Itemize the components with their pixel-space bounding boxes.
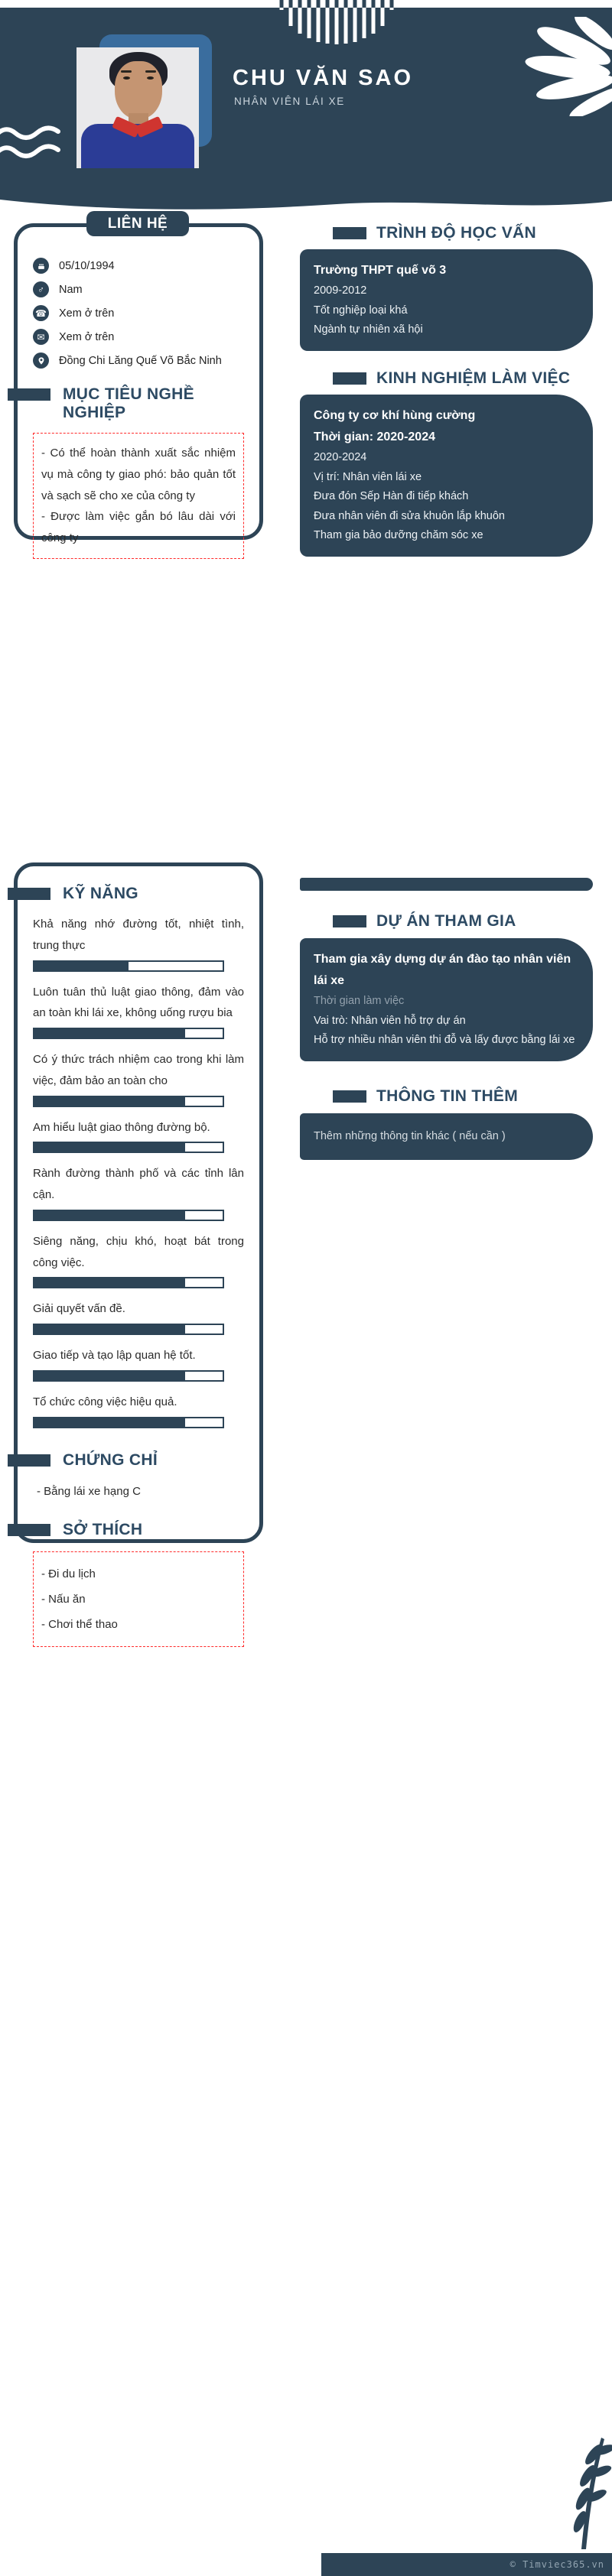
- location-icon: [33, 352, 49, 369]
- heading-bar: [333, 227, 366, 239]
- skill-bar-fill: [34, 962, 129, 970]
- photo-brow: [145, 70, 156, 73]
- skill-bar: [33, 1417, 224, 1428]
- objective-line: - Có thể hoàn thành xuất sắc nhiệm vụ mà công ty giao phó: bảo quản tốt và sạch sẽ cho xe của công ty: [41, 447, 236, 502]
- skill-item: [33, 982, 244, 1040]
- skill-label: Am hiểu luật giao thông đường bộ.: [33, 1120, 210, 1134]
- birthday-icon: [33, 258, 49, 274]
- skill-bar: [33, 1277, 224, 1288]
- wheat-decoration-icon: [555, 2433, 612, 2549]
- skill-bar-fill: [34, 1372, 185, 1380]
- striped-fan-decoration-icon: [277, 0, 396, 46]
- certificate-item: - Bằng lái xe hạng C: [37, 1484, 141, 1498]
- skill-item: [33, 1345, 244, 1382]
- education-years: 2009-2012: [314, 284, 367, 297]
- contact-heading-badge: LIÊN HỆ: [86, 211, 189, 236]
- hobby-item: - Nấu ăn: [41, 1592, 86, 1606]
- skills-list: [33, 914, 244, 1428]
- skill-label: Khả năng nhớ đường tốt, nhiệt tình, trung thực: [33, 918, 244, 952]
- phone-icon: ☎: [33, 305, 49, 321]
- photo-brow: [121, 70, 132, 73]
- skill-bar-fill: [34, 1211, 185, 1220]
- skill-item: [33, 1117, 244, 1154]
- contact-row-email: [33, 329, 244, 345]
- hobbies-heading: SỞ THÍCH: [33, 1521, 244, 1539]
- skill-label: Luôn tuân thủ luật giao thông, đảm vào an toàn khi lái xe, không uống rượu bia: [33, 985, 244, 1020]
- objective-line: - Được làm việc gắn bó lâu dài với công ty: [41, 510, 236, 544]
- project-title: Tham gia xây dựng dự án đào tạo nhân viên lái xe: [314, 953, 571, 988]
- education-school: Trường THPT quế võ 3: [314, 264, 447, 277]
- divider-pill: [300, 878, 593, 891]
- projects-card: [300, 938, 593, 1061]
- skills-heading: KỸ NĂNG: [33, 885, 244, 903]
- experience-duty: Đưa nhân viên đi sửa khuôn lắp khuôn: [314, 509, 505, 522]
- address-value: Đồng Chi Lăng Quế Võ Bắc Ninh: [59, 354, 222, 367]
- right-column-bottom: [300, 878, 593, 1160]
- leaf-decoration-icon: [482, 17, 612, 116]
- footer-credit-bar: [321, 2553, 612, 2576]
- photo-eye: [147, 76, 154, 80]
- experience-heading-label: KINH NGHIỆM LÀM VIỆC: [376, 369, 571, 387]
- skill-bar: [33, 1210, 224, 1221]
- experience-card: [300, 395, 593, 557]
- phone-value: Xem ở trên: [59, 307, 115, 320]
- education-major: Ngành tự nhiên xã hội: [314, 323, 423, 336]
- contact-row-gender: [33, 281, 244, 297]
- education-card: [300, 249, 593, 351]
- skill-item: [33, 914, 244, 972]
- objective-heading: MỤC TIÊU NGHỀ NGHIỆP: [33, 385, 244, 422]
- skill-bar: [33, 1142, 224, 1153]
- skill-label: Giao tiếp và tạo lập quan hệ tốt.: [33, 1349, 196, 1362]
- skills-section-box: [14, 862, 263, 1631]
- experience-duty: Tham gia bảo dưỡng chăm sóc xe: [314, 529, 483, 542]
- profile-photo: [76, 47, 199, 168]
- candidate-name: CHU VĂN SAO: [233, 66, 414, 90]
- experience-company: Công ty cơ khí hùng cường: [314, 408, 476, 422]
- hobby-item: - Chơi thể thao: [41, 1617, 118, 1631]
- skill-label: Siêng năng, chịu khó, hoạt bát trong công việc.: [33, 1234, 244, 1269]
- additional-note: Thêm những thông tin khác ( nếu cần ): [314, 1129, 506, 1142]
- skill-bar-fill: [34, 1278, 185, 1287]
- right-column-top: [300, 224, 593, 557]
- contact-row-birthday: [33, 258, 244, 274]
- skill-label: Rành đường thành phố và các tỉnh lân cận.: [33, 1167, 244, 1201]
- experience-duty: Đưa đón Sếp Hàn đi tiếp khách: [314, 490, 469, 503]
- objective-box: [33, 433, 244, 559]
- skill-bar-fill: [34, 1097, 185, 1106]
- additional-heading: [333, 1087, 593, 1106]
- birthday-value: 05/10/1994: [59, 259, 115, 272]
- skill-item: [33, 1163, 244, 1221]
- additional-card: [300, 1113, 593, 1161]
- project-role: Vai trò: Nhân viên hỗ trợ dự án: [314, 1014, 466, 1027]
- project-subtitle: Thời gian làm việc: [314, 995, 405, 1008]
- skill-bar-fill: [34, 1029, 185, 1038]
- skill-item: [33, 1392, 244, 1428]
- skill-item: [33, 1298, 244, 1335]
- experience-duties: [314, 487, 579, 546]
- photo-eye: [123, 76, 130, 80]
- email-value: Xem ở trên: [59, 330, 115, 343]
- skill-label: Tổ chức công việc hiệu quả.: [33, 1395, 177, 1408]
- hobbies-box: [33, 1551, 244, 1647]
- certificates-heading: CHỨNG CHỈ: [33, 1451, 244, 1470]
- education-heading-label: TRÌNH ĐỘ HỌC VẤN: [376, 224, 536, 242]
- contact-section-box: [14, 223, 263, 544]
- heading-bar: [333, 372, 366, 385]
- experience-period-label: Thời gian: 2020-2024: [314, 430, 435, 443]
- candidate-job-title: NHÂN VIÊN LÁI XE: [234, 96, 345, 107]
- email-icon: ✉: [33, 329, 49, 345]
- skill-bar: [33, 960, 224, 972]
- skill-bar: [33, 1324, 224, 1335]
- skill-label: Có ý thức trách nhiệm cao trong khi làm việc, đảm bảo an toàn cho: [33, 1053, 244, 1087]
- skill-item: [33, 1049, 244, 1107]
- heading-bar: [333, 1090, 366, 1103]
- education-heading: [333, 224, 593, 242]
- watermark-credit: © Timviec365.vn: [509, 2559, 604, 2570]
- gender-icon: ♂: [33, 281, 49, 297]
- skill-bar: [33, 1028, 224, 1039]
- skill-bar-fill: [34, 1325, 185, 1333]
- skill-bar-fill: [34, 1418, 185, 1427]
- wave-squiggle-icon: [0, 122, 70, 168]
- experience-heading: [333, 369, 593, 388]
- contact-row-phone: [33, 305, 244, 321]
- skill-bar: [33, 1370, 224, 1382]
- hobby-item: - Đi du lịch: [41, 1567, 96, 1580]
- certificates-list: [33, 1485, 244, 1498]
- gender-value: Nam: [59, 283, 83, 296]
- skill-label: Giải quyết vấn đề.: [33, 1302, 125, 1316]
- heading-bar: [333, 915, 366, 927]
- contact-row-address: [33, 352, 244, 369]
- experience-period: 2020-2024: [314, 451, 367, 464]
- project-result: Hỗ trợ nhiều nhân viên thi đỗ và lấy được bằng lái xe: [314, 1034, 575, 1047]
- projects-heading-label: DỰ ÁN THAM GIA: [376, 912, 516, 930]
- additional-heading-label: THÔNG TIN THÊM: [376, 1087, 519, 1105]
- skill-bar-fill: [34, 1143, 185, 1152]
- experience-position: Vị trí: Nhân viên lái xe: [314, 470, 422, 483]
- projects-heading: [333, 912, 593, 931]
- skill-item: [33, 1231, 244, 1289]
- education-grade: Tốt nghiệp loại khá: [314, 304, 408, 317]
- skill-bar: [33, 1096, 224, 1107]
